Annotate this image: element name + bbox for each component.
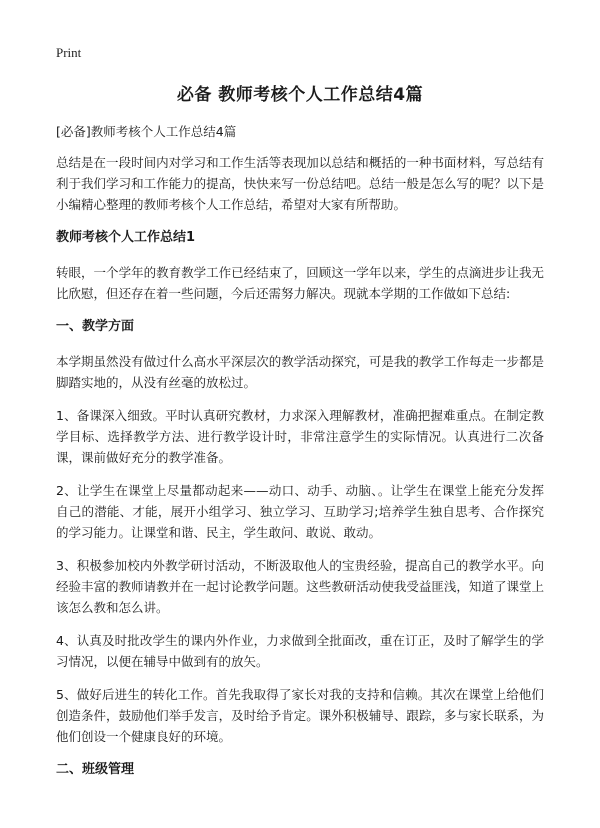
paragraph: 2、让学生在课堂上尽量都动起来——动口、动手、动脑、。让学生在课堂上能充分发挥自己的潜能、才能，展开小组学习、独立学习、互助学习;培养学生独自思考、合作探究的学习能力。让课堂和谐、民主，学生敢问、敢说、敢动。 [56,483,544,540]
paragraph: 4、认真及时批改学生的课内外作业，力求做到全批面改，重在订正，及时了解学生的学习情况，以便在辅导中做到有的放矢。 [56,633,544,669]
section-heading: 教师考核个人工作总结1 [56,230,196,245]
section-intro-paragraph: 转眼，一个学年的教育教学工作已经结束了，回顾这一学年以来，学生的点滴进步让我无比欣慰，但还存在着一些问题，今后还需努力解决。现就本学期的工作做如下总结: [56,265,544,301]
page-title: 必备 教师考核个人工作总结4篇 [176,85,424,105]
part-heading-class-management: 二、班级管理 [56,762,135,777]
paragraph: 1、备课深入细致。平时认真研究教材，力求深入理解教材，准确把握难重点。在制定教学目标、选择教学方法、进行教学设计时，非常注意学生的实际情况。认真进行二次备课，课前做好充分的教学准备。 [56,408,544,465]
article-body [56,121,544,794]
intro-paragraph: 总结是在一段时间内对学习和工作生活等表现加以总结和概括的一种书面材料，写总结有利于我们学习和工作能力的提高，快快来写一份总结吧。总结一般是怎么写的呢？以下是小编精心整理的教师考核个人工作总结，希望对大家有所帮助。 [56,155,544,212]
print-link[interactable]: Print [56,45,82,60]
subtitle: [必备]教师考核个人工作总结4篇 [56,124,237,139]
paragraph: 3、积极参加校内外教学研讨活动，不断汲取他人的宝贵经验，提高自己的教学水平。向经验丰富的教师请教并在一起讨论教学问题。这些教研活动使我受益匪浅，知道了课堂上该怎么教和怎么讲。 [56,558,544,615]
part-heading-teaching: 一、教学方面 [56,319,135,334]
paragraph: 5、做好后进生的转化工作。首先我取得了家长对我的支持和信赖。其次在课堂上给他们创造条件，鼓励他们举手发言，及时给予肯定。课外积极辅导、跟踪，多与家长联系，为他们创设一个健康良好的环境。 [56,687,544,744]
paragraph: 本学期虽然没有做过什么高水平深层次的教学活动探究，可是我的教学工作每走一步都是脚踏实地的，从没有丝毫的放松过。 [56,354,544,390]
